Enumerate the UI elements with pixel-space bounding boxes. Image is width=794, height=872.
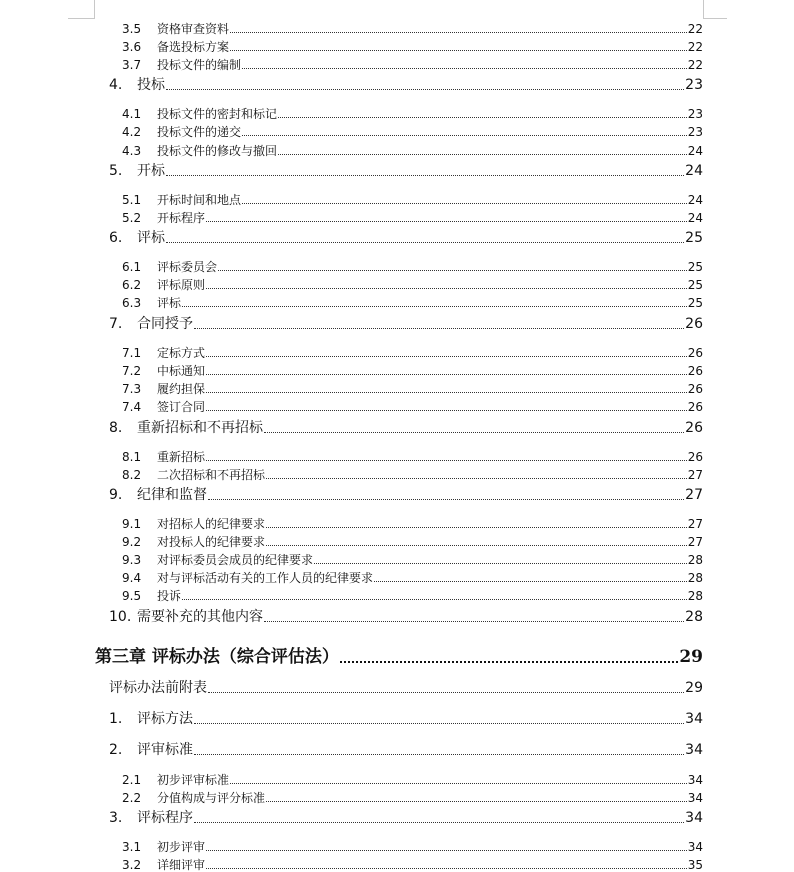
toc-entry[interactable] — [122, 553, 703, 567]
toc-entry-title: 评标办法前附表 — [109, 680, 207, 696]
toc-entry-number: 6. — [109, 230, 123, 246]
dot-leader — [242, 68, 687, 69]
toc-entry-number: 9.2 — [122, 535, 142, 549]
dot-leader — [194, 754, 684, 755]
dot-leader — [194, 723, 684, 724]
toc-entry-number: 2. — [109, 742, 123, 758]
toc-entry[interactable] — [109, 609, 703, 625]
toc-entry-page-number: 34 — [685, 711, 703, 727]
toc-entry-page-number: 22 — [687, 40, 703, 54]
page-corner-mark-right-vertical — [703, 0, 704, 18]
dot-leader — [206, 356, 687, 357]
toc-entry[interactable] — [122, 535, 703, 549]
toc-entry-page-number: 24 — [687, 211, 703, 225]
toc-entry-page-number: 23 — [685, 77, 703, 93]
toc-entry-title: 评审标准 — [137, 742, 193, 758]
dot-leader — [264, 621, 684, 622]
dot-leader — [230, 783, 687, 784]
dot-leader — [194, 328, 684, 329]
toc-entry-page-number: 34 — [687, 840, 703, 854]
toc-entry-title: 评标方法 — [137, 711, 193, 727]
toc-entry-page-number: 28 — [687, 553, 703, 567]
toc-entry-title: 投标文件的修改与撤回 — [157, 144, 278, 158]
toc-entry-title: 投标 — [137, 77, 165, 93]
toc-entry-page-number: 26 — [687, 382, 703, 396]
toc-entry[interactable] — [109, 77, 703, 93]
toc-entry-page-number: 27 — [687, 468, 703, 482]
dot-leader — [242, 135, 687, 136]
toc-entry-number: 6.2 — [122, 278, 142, 292]
toc-entry-number: 10. — [109, 609, 132, 625]
dot-leader — [242, 203, 687, 204]
toc-entry-number: 9.3 — [122, 553, 142, 567]
toc-entry[interactable] — [122, 144, 703, 158]
toc-entry[interactable] — [122, 400, 703, 414]
dot-leader — [194, 822, 684, 823]
toc-entry[interactable] — [109, 316, 703, 332]
toc-entry-title: 备选投标方案 — [157, 40, 230, 54]
toc-entry-number: 6.1 — [122, 260, 142, 274]
toc-entry-page-number: 35 — [687, 858, 703, 872]
toc-entry-number: 5. — [109, 163, 123, 179]
toc-entry-title: 第三章 评标办法（综合评估法） — [95, 647, 339, 667]
toc-entry-page-number: 23 — [687, 125, 703, 139]
toc-entry-page-number: 26 — [685, 420, 703, 436]
toc-entry-number: 2.2 — [122, 791, 142, 805]
toc-entry-number: 3.5 — [122, 22, 142, 36]
toc-entry-title: 开标时间和地点 — [157, 193, 242, 207]
dot-leader — [206, 868, 687, 869]
toc-entry-number: 2.1 — [122, 773, 142, 787]
toc-entry-title: 初步评审 — [157, 840, 206, 854]
toc-entry-number: 4.2 — [122, 125, 142, 139]
toc-entry-number: 9.5 — [122, 589, 142, 603]
toc-entry-number: 8. — [109, 420, 123, 436]
toc-entry[interactable] — [122, 125, 703, 139]
toc-entry[interactable] — [122, 517, 703, 531]
dot-leader — [182, 306, 687, 307]
toc-entry-title: 重新招标和不再招标 — [137, 420, 263, 436]
toc-entry[interactable] — [122, 589, 703, 603]
toc-entry-page-number: 25 — [685, 230, 703, 246]
toc-entry-title: 投标文件的编制 — [157, 58, 242, 72]
toc-entry[interactable] — [109, 420, 703, 436]
toc-entry[interactable] — [109, 680, 703, 696]
toc-entry[interactable] — [122, 107, 703, 121]
toc-entry-number: 4.1 — [122, 107, 142, 121]
toc-entry-title: 评标原则 — [157, 278, 206, 292]
toc-entry-number: 7.1 — [122, 346, 142, 360]
dot-leader — [374, 581, 687, 582]
toc-entry-page-number: 29 — [679, 647, 703, 667]
dot-leader — [230, 50, 687, 51]
toc-entry-title: 对招标人的纪律要求 — [157, 517, 266, 531]
toc-entry-title: 对投标人的纪律要求 — [157, 535, 266, 549]
toc-entry-title: 初步评审标准 — [157, 773, 230, 787]
dot-leader — [264, 432, 684, 433]
toc-entry-page-number: 25 — [687, 278, 703, 292]
page-corner-mark-left-horizontal — [68, 18, 95, 19]
toc-entry-title: 评标程序 — [137, 810, 193, 826]
toc-entry-page-number: 28 — [687, 589, 703, 603]
dot-leader — [206, 850, 687, 851]
toc-entry[interactable] — [122, 382, 703, 396]
toc-entry[interactable] — [122, 450, 703, 464]
toc-chapter-entry[interactable] — [95, 648, 703, 667]
toc-entry-title: 纪律和监督 — [137, 487, 207, 503]
toc-entry-page-number: 27 — [687, 535, 703, 549]
toc-entry[interactable] — [109, 810, 703, 826]
dot-leader — [166, 89, 684, 90]
toc-entry-number: 4. — [109, 77, 123, 93]
toc-entry-number: 7.4 — [122, 400, 142, 414]
toc-entry-title: 投标文件的递交 — [157, 125, 242, 139]
toc-entry[interactable] — [122, 40, 703, 54]
toc-entry-number: 4.3 — [122, 144, 142, 158]
dot-leader — [208, 499, 684, 500]
toc-entry-number: 5.2 — [122, 211, 142, 225]
dot-leader — [182, 599, 687, 600]
toc-entry-page-number: 24 — [687, 144, 703, 158]
toc-entry-page-number: 26 — [687, 450, 703, 464]
toc-entry-title: 中标通知 — [157, 364, 206, 378]
toc-entry[interactable] — [122, 296, 703, 310]
dot-leader — [266, 801, 687, 802]
dot-leader — [206, 288, 687, 289]
dot-leader — [266, 478, 687, 479]
toc-entry-title: 评标委员会 — [157, 260, 218, 274]
dot-leader — [206, 374, 687, 375]
toc-entry[interactable] — [109, 230, 703, 246]
dot-leader — [314, 563, 687, 564]
toc-entry-title: 对与评标活动有关的工作人员的纪律要求 — [157, 571, 374, 585]
toc-entry-number: 9.4 — [122, 571, 142, 585]
toc-entry-page-number: 26 — [685, 316, 703, 332]
toc-entry[interactable] — [122, 260, 703, 274]
toc-entry[interactable] — [122, 58, 703, 72]
toc-entry-page-number: 25 — [687, 260, 703, 274]
toc-entry-page-number: 34 — [687, 773, 703, 787]
toc-entry-title: 合同授予 — [137, 316, 193, 332]
toc-entry[interactable] — [122, 791, 703, 805]
dot-leader — [218, 270, 687, 271]
toc-entry[interactable] — [122, 278, 703, 292]
toc-entry-page-number: 34 — [687, 791, 703, 805]
toc-entry-page-number: 22 — [687, 58, 703, 72]
toc-entry-page-number: 26 — [687, 364, 703, 378]
toc-entry-page-number: 28 — [687, 571, 703, 585]
dot-leader — [166, 175, 684, 176]
dot-leader — [340, 661, 678, 663]
dot-leader — [208, 692, 684, 693]
toc-entry-page-number: 25 — [687, 296, 703, 310]
toc-entry[interactable] — [122, 858, 703, 872]
toc-entry-number: 8.2 — [122, 468, 142, 482]
dot-leader — [166, 242, 684, 243]
toc-entry-page-number: 23 — [687, 107, 703, 121]
toc-entry-title: 对评标委员会成员的纪律要求 — [157, 553, 314, 567]
dot-leader — [206, 410, 687, 411]
toc-entry-title: 资格审查资料 — [157, 22, 230, 36]
toc-entry-page-number: 26 — [687, 346, 703, 360]
toc-entry-title: 需要补充的其他内容 — [137, 609, 263, 625]
toc-entry[interactable] — [122, 211, 703, 225]
toc-entry-page-number: 34 — [685, 810, 703, 826]
toc-entry-number: 1. — [109, 711, 123, 727]
toc-entry-number: 3.1 — [122, 840, 142, 854]
toc-entry-title: 履约担保 — [157, 382, 206, 396]
toc-entry-page-number: 27 — [685, 487, 703, 503]
toc-entry-number: 7.3 — [122, 382, 142, 396]
toc-entry-title: 评标 — [157, 296, 182, 310]
toc-entry-number: 8.1 — [122, 450, 142, 464]
toc-entry[interactable] — [109, 487, 703, 503]
toc-entry-title: 签订合同 — [157, 400, 206, 414]
toc-entry[interactable] — [122, 346, 703, 360]
toc-entry-title: 评标 — [137, 230, 165, 246]
toc-entry-number: 9.1 — [122, 517, 142, 531]
toc-entry-title: 详细评审 — [157, 858, 206, 872]
toc-entry-page-number: 28 — [685, 609, 703, 625]
toc-entry-page-number: 34 — [685, 742, 703, 758]
toc-entry-title: 开标 — [137, 163, 165, 179]
toc-entry[interactable] — [122, 571, 703, 585]
toc-entry-title: 重新招标 — [157, 450, 206, 464]
toc-entry-title: 投标文件的密封和标记 — [157, 107, 278, 121]
toc-entry-number: 3. — [109, 810, 123, 826]
toc-entry-page-number: 22 — [687, 22, 703, 36]
toc-entry-title: 定标方式 — [157, 346, 206, 360]
toc-entry[interactable] — [122, 773, 703, 787]
page-corner-mark-left-vertical — [94, 0, 95, 18]
toc-entry[interactable] — [122, 193, 703, 207]
toc-entry-page-number: 27 — [687, 517, 703, 531]
dot-leader — [206, 460, 687, 461]
toc-entry-number: 7.2 — [122, 364, 142, 378]
toc-entry-page-number: 24 — [687, 193, 703, 207]
toc-entry-page-number: 26 — [687, 400, 703, 414]
dot-leader — [266, 527, 687, 528]
toc-entry-number: 3.2 — [122, 858, 142, 872]
toc-entry-title: 投诉 — [157, 589, 182, 603]
toc-entry[interactable] — [122, 840, 703, 854]
dot-leader — [278, 154, 687, 155]
toc-entry-title: 二次招标和不再招标 — [157, 468, 266, 482]
toc-entry-number: 9. — [109, 487, 123, 503]
dot-leader — [206, 392, 687, 393]
toc-entry-number: 6.3 — [122, 296, 142, 310]
dot-leader — [278, 117, 687, 118]
toc-entry-number: 3.6 — [122, 40, 142, 54]
toc-entry-number: 3.7 — [122, 58, 142, 72]
dot-leader — [266, 545, 687, 546]
page-corner-mark-right-horizontal — [703, 18, 727, 19]
toc-entry-number: 7. — [109, 316, 123, 332]
toc-entry[interactable] — [122, 468, 703, 482]
toc-entry[interactable] — [109, 742, 703, 758]
dot-leader — [206, 221, 687, 222]
toc-entry-title: 分值构成与评分标准 — [157, 791, 266, 805]
toc-entry-number: 5.1 — [122, 193, 142, 207]
toc-entry-page-number: 24 — [685, 163, 703, 179]
dot-leader — [230, 32, 687, 33]
toc-entry[interactable] — [109, 163, 703, 179]
toc-entry[interactable] — [122, 22, 703, 36]
toc-entry[interactable] — [109, 711, 703, 727]
toc-entry[interactable] — [122, 364, 703, 378]
toc-entry-title: 开标程序 — [157, 211, 206, 225]
toc-entry-page-number: 29 — [685, 680, 703, 696]
